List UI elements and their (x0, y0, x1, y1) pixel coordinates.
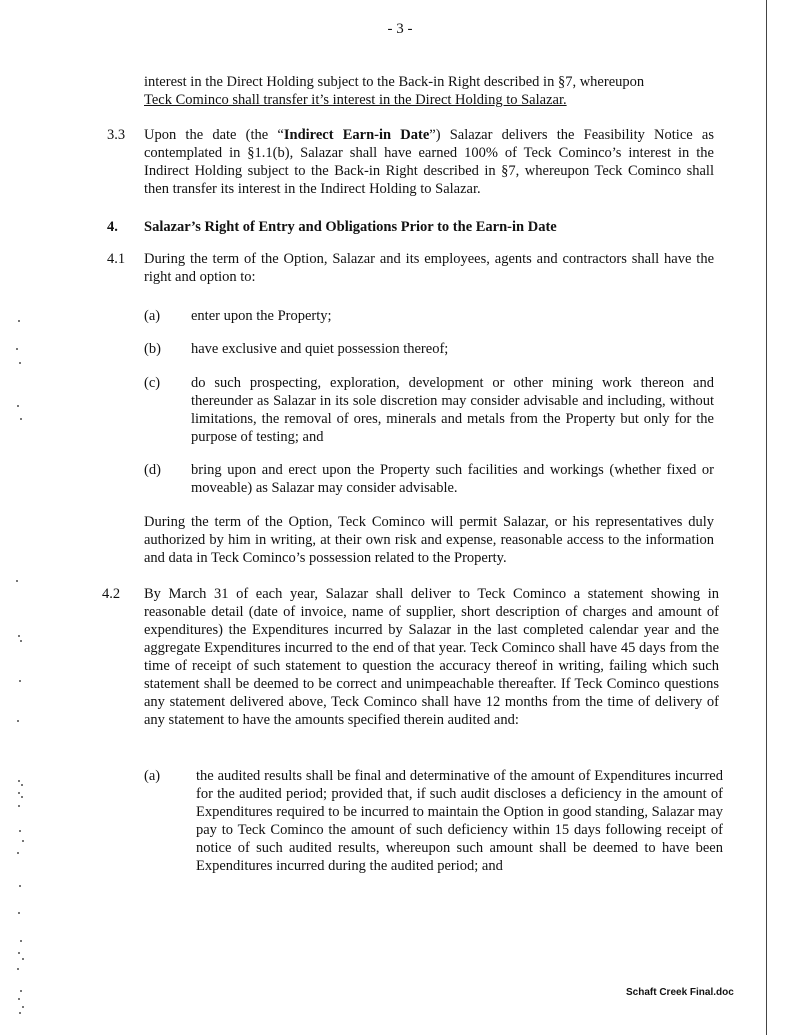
section-4-2-text: By March 31 of each year, Salazar shall deliver to Teck Cominco a statement showing in reasonable detail (date of invoice, name of supplier, short description of charges and amount of expenditures) the Expenditures incurred by Salazar in the last completed calendar year and the aggregate Expenditures incurred to the end of that year. Teck Cominco shall have 45 days from the time of receipt of such statement to question the accuracy thereof in writing, failing which such statement shall be deemed to be correct and unimpeachable thereafter. If Teck Cominco questions any statement delivered above, Teck Cominco shall have 12 months from the time of delivery of any statement to have the amounts specified therein audited and: (144, 586, 719, 728)
page-edge-line (766, 0, 767, 1035)
section-4-1-intro: During the term of the Option, Salazar and its employees, agents and contractors shall have the right and option to: (144, 251, 714, 285)
section-number-4-2: 4.2 (102, 586, 121, 602)
section-4-heading: Salazar’s Right of Entry and Obligations Prior to the Earn-in Date (144, 219, 557, 235)
item-label: (d) (144, 462, 161, 478)
section-4-1-closing: During the term of the Option, Teck Cominco will permit Salazar, or his representatives duly authorized by him in writing, at their own risk and expense, reasonable access to the information and data in Teck Cominco’s possession related to the Property. (144, 514, 714, 566)
section-number-4-1: 4.1 (107, 251, 126, 267)
section-number-3-3: 3.3 (107, 127, 126, 143)
item-label: (a) (144, 768, 161, 784)
list-item-text: enter upon the Property; (191, 308, 332, 324)
item-label: (c) (144, 375, 161, 391)
section-3-3-text-post: ”) Salazar delivers the Feasibility Notice as contemplated in §1.1(b), Salazar shall have earned 100% of Teck Cominco’s interest in the Indirect Holding subject to the Back-in Right described in §7, whereupon Teck Cominco shall then transfer its interest in the Indirect Holding to Salazar. (144, 127, 714, 197)
section-3-3-text-pre: Upon the date (the “ (144, 127, 284, 143)
item-label: (b) (144, 341, 161, 357)
continuation-line-1: interest in the Direct Holding subject to the Back-in Right described in §7, whereupon (144, 74, 645, 90)
page-number: - 3 - (387, 21, 413, 37)
list-item-text: have exclusive and quiet possession thereof; (191, 341, 449, 357)
list-item-text: do such prospecting, exploration, development or other mining work thereon and thereunder as Salazar in its sole discretion may consider advisable and including, without limitations, the removal of ores, minerals and metals from the Property but only for the purpose of testing; and (191, 375, 714, 445)
section-number-4: 4. (107, 219, 118, 235)
list-item-text: bring upon and erect upon the Property such facilities and workings (whether fixed or moveable) as Salazar may consider advisable. (191, 462, 714, 496)
scan-margin-specks (14, 300, 36, 1030)
footer-filename: Schaft Creek Final.doc (626, 987, 734, 998)
list-item-text: the audited results shall be final and determinative of the amount of Expenditures incurred for the audited period; provided that, if such audit discloses a deficiency in the amount of Expenditures required to be incurred to maintain the Option in good standing, Salazar may pay to Teck Cominco the amount of such deficiency within 15 days following receipt of notice of such audited results, whereupon such amount shall be deemed to have been Expenditures incurred during the audited period; and (196, 768, 723, 874)
defined-term: Indirect Earn-in Date (283, 127, 430, 143)
item-label: (a) (144, 308, 161, 324)
section-3-3-text (144, 126, 714, 198)
continuation-line-2: Teck Cominco shall transfer it’s interest in the Direct Holding to Salazar. (144, 92, 567, 108)
continuation-paragraph (144, 73, 714, 109)
